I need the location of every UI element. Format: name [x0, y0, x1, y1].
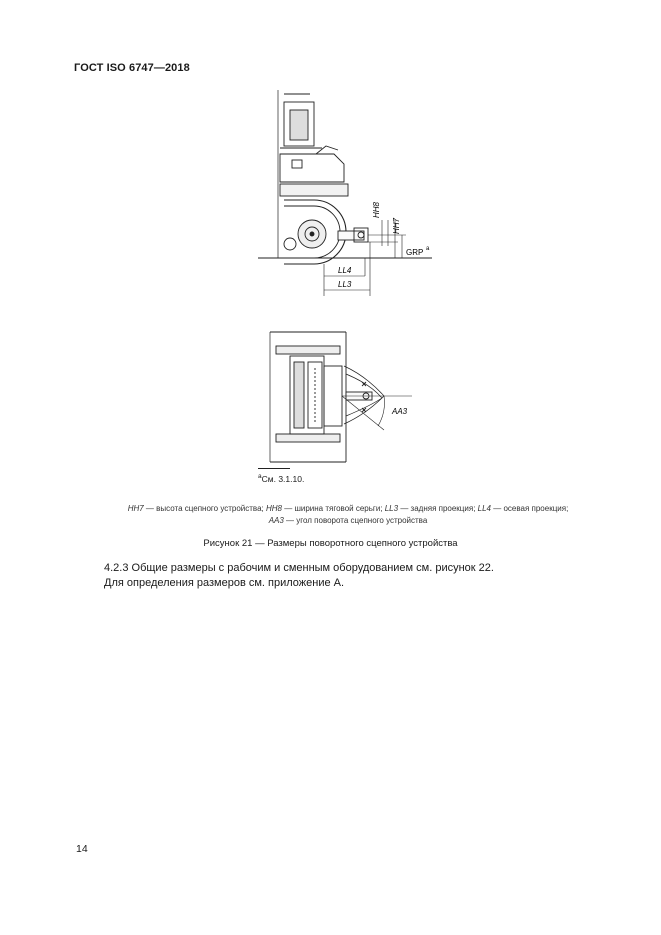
legend-ll4-text: — осевая проекция;: [491, 504, 569, 513]
footnote-marker: a: [258, 473, 262, 480]
figure-legend: [98, 503, 598, 527]
figure-caption: Рисунок 21 — Размеры поворотного сцепного устройства: [203, 538, 458, 549]
legend-ll4-code: LL4: [477, 504, 491, 513]
top-view-drawing: [262, 328, 432, 466]
paragraph-reference: Для определения размеров см. приложение А.: [104, 577, 345, 589]
label-hh8: HH8: [372, 201, 381, 218]
figure-top-view: [262, 328, 432, 471]
legend-hh7-code: HH7: [127, 504, 144, 513]
footnote-text: См. 3.1.10.: [261, 473, 305, 484]
legend-hh8-code: HH8: [265, 504, 282, 513]
label-grp-sup: a: [426, 246, 430, 252]
figure-side-view: [250, 88, 440, 303]
footnote: [258, 473, 304, 484]
paragraph-4-2-3: 4.2.3 Общие размеры с рабочим и сменным оборудованием см. рисунок 22.: [104, 562, 494, 574]
page-number: 14: [76, 843, 88, 855]
legend-hh8-text: — ширина тяговой серьги;: [282, 504, 385, 513]
legend-ll3-text: — задняя проекция;: [398, 504, 478, 513]
label-ll3: LL3: [338, 280, 352, 289]
side-view-drawing: [250, 88, 440, 298]
legend-aa3-code: AA3: [268, 516, 284, 525]
legend-ll3-code: LL3: [384, 504, 399, 513]
legend-aa3-text: — угол поворота сцепного устройства: [283, 516, 428, 525]
label-ll4: LL4: [338, 266, 352, 275]
document-header: ГОСТ ISO 6747—2018: [74, 62, 190, 74]
label-hh7: HH7: [392, 217, 401, 234]
label-grp: GRP: [406, 248, 424, 257]
legend-hh7-text: — высота сцепного устройства;: [143, 504, 266, 513]
label-aa3: AA3: [392, 407, 408, 416]
footnote-rule: [258, 468, 290, 469]
